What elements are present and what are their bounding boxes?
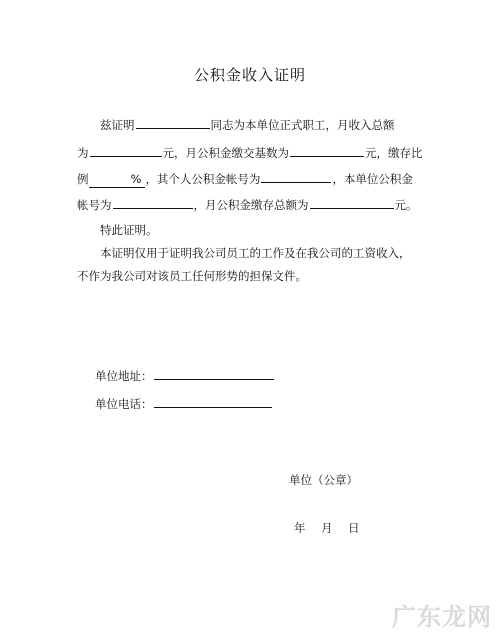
document-title: 公积金收入证明 [193,66,306,84]
line2-lead: 为 [77,146,89,160]
contribution-base-blank[interactable] [290,144,364,157]
address-blank[interactable] [154,367,274,380]
phone-blank[interactable] [154,395,272,408]
phone-row [95,395,273,412]
line2-text-b: 元，缴存比 [365,146,423,160]
paragraph-line-1 [100,116,395,133]
line3-lead: 例 [77,172,89,186]
phone-label: 单位电话： [95,397,153,411]
watermark-logo: 广东龙网 [392,602,492,631]
seal-label: 单位（公章） [289,473,358,487]
ratio-blank[interactable] [89,171,146,188]
line1-text: 同志为本单位正式职工，月收入总额 [210,118,395,132]
date-label: 年 月 日 [294,521,362,535]
paragraph-line-3 [77,170,413,188]
line4-text-b: 元。 [394,198,418,212]
line1-lead: 兹证明 [100,118,135,132]
address-label: 单位地址： [95,369,153,383]
line3-text-a: ，其个人公积金帐号为 [145,172,261,186]
line4-text-a: ，月公积金缴存总额为 [193,198,309,212]
percent-sign: % [130,172,142,186]
paragraph-line-2 [77,144,423,161]
note-line-1: 本证明仅用于证明我公司员工的工作及在我公司的工资收入， [100,246,411,260]
address-row [95,367,275,384]
monthly-total-blank[interactable] [310,196,394,209]
paragraph-line-4 [77,196,418,213]
line3-text-b: ，本单位公积金 [332,172,413,186]
line4-lead: 帐号为 [77,198,112,212]
personal-account-blank[interactable] [261,170,331,183]
note-line-2: 不作为我公司对该员工任何形势的担保文件。 [77,269,307,283]
line2-text-a: 元，月公积金缴交基数为 [162,146,289,160]
monthly-income-blank[interactable] [90,144,162,157]
unit-account-blank[interactable] [113,196,193,209]
special-statement: 特此证明。 [100,223,158,237]
name-blank[interactable] [136,116,210,129]
